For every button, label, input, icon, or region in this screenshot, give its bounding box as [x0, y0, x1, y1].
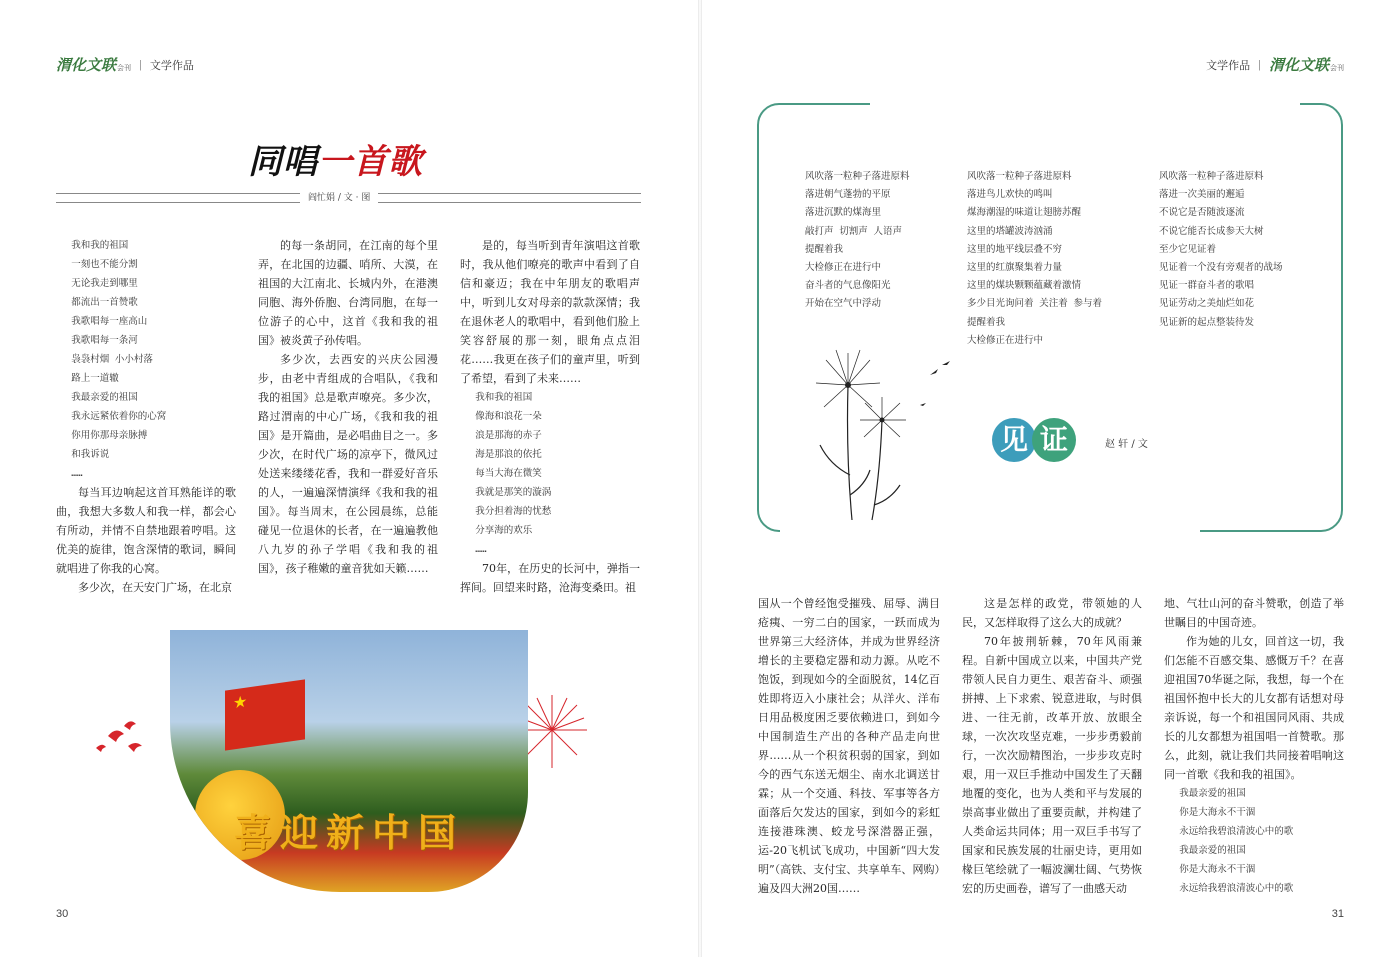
poem-block — [56, 236, 236, 483]
poem-line: 见证着一个没有旁观者的战场 — [1159, 262, 1283, 274]
poem-line: 浪是那海的赤子 — [475, 430, 542, 441]
poem-line: 奋斗者的气息像阳光 — [805, 280, 891, 292]
poem-line: 我最亲爱的祖国 — [1179, 788, 1246, 799]
poem-line: 落进沉默的煤海里 — [805, 207, 882, 219]
poem-line: 这里的煤块颗颗蕴藏着激情 — [967, 280, 1082, 292]
poem-line: 大检修正在进行中 — [805, 262, 882, 274]
paragraph: 多少次，在天安门广场，在北京 — [78, 581, 232, 594]
celebration-photo — [170, 630, 528, 892]
poem-line: 分享海的欢乐 — [475, 525, 533, 536]
byline: 阎忙娟 / 文 · 图 — [300, 190, 378, 203]
poem-line: 都流出一首赞歌 — [71, 297, 138, 308]
poem-line: 路上一道辙 — [71, 373, 119, 384]
poem-line: …… — [71, 468, 83, 479]
poem-line: 见证一群奋斗者的歌唱 — [1159, 280, 1255, 292]
poem-line: 你用你那母亲脉搏 — [71, 430, 148, 441]
poem-line: 至少它见证着 — [1159, 243, 1217, 255]
poem-line: …… — [475, 544, 487, 555]
poem-line: 我和我的祖国 — [71, 240, 129, 251]
column-2 — [962, 594, 1142, 898]
poem-line: 敲打声 切割声 人语声 — [805, 225, 902, 237]
header-right: 文学作品 | 渭化文联会刊 — [1206, 56, 1344, 74]
poem-block — [1164, 784, 1344, 898]
poem-line: 我就是那笑的漩涡 — [475, 487, 552, 498]
page-number-right: 31 — [1331, 908, 1344, 920]
poem-line: 我歌唱每一条河 — [71, 335, 138, 346]
paragraph: 多少次，去西安的兴庆公园漫步，由老中青组成的合唱队，《我和我的祖国》总是歌声嘹亮。多少次，路过渭南的中心广场，《我和我的祖国》是开篇曲，是必唱曲目之一。多少次，在时代广场的凉亭下，微风过处送来缕缕花香，我和一群爱好音乐的人，一遍遍深情演绎《我和我的祖国》。每当周末，在公园晨练，总能碰见一位退休的长者，在一遍遍教他八九岁的孙子学唱《我和我的祖国》，孩子稚嫩的童音犹如天籁…… — [258, 353, 438, 575]
paragraph: 国从一个曾经饱受摧残、屈辱、满目疮痍、一穷二白的国家，一跃而成为世界第三大经济体，并成为世界经济增长的主要稳定器和动力源。从吃不饱饭，到现如今的全面脱贫，14亿百姓即将迈入小康社会；从洋火、洋布日用品极度困乏要依赖进口，到如今中国制造生产出的各种产品走向世界……从一个积贫积弱的国家，到如今的西气东送无烟尘、南水北调送甘霖；从一个交通、科技、军事等各方面落后欠发达的国家，到如今的彩虹连接港珠澳、蛟龙号深潜器正强，运-20飞机试飞成功，中国新“四大发明”（高铁、支付宝、共享单车、网购）遍及四大洲20国…… — [758, 597, 940, 895]
poem-line: 我分担着海的忧愁 — [475, 506, 552, 517]
poem-line: 像海和浪花一朵 — [475, 411, 542, 422]
poem-line: 海是那浪的依托 — [475, 449, 542, 460]
poem-line: 你是大海永不干涸 — [1179, 864, 1256, 875]
magazine-logo: 渭化文联会刊 — [1268, 56, 1344, 74]
poem-line: 无论我走到哪里 — [71, 278, 138, 289]
poem-line: 落进一次美丽的邂逅 — [1159, 189, 1245, 201]
magazine-logo: 渭化文联会刊 — [56, 56, 132, 74]
poem-line: 煤海潮湿的味道让翅膀苏醒 — [967, 207, 1082, 219]
poem-line: 风吹落一粒种子落进原料 — [967, 171, 1072, 182]
poem-line: 一刻也不能分割 — [71, 259, 138, 270]
photo-caption-text: 喜迎新中国 — [233, 811, 464, 855]
poem-line: 风吹落一粒种子落进原料 — [1159, 171, 1264, 182]
poem-line: 见证新的起点整装待发 — [1159, 316, 1255, 328]
paragraph: 每当耳边响起这首耳熟能详的歌曲，我想大多数人和我一样，都会心有所动，并情不自禁地跟着哼唱。这优美的旋律，饱含深情的歌词，瞬间就唱进了你我的心窝。 — [56, 486, 236, 575]
poem-line: 袅袅村烟 小小村落 — [71, 354, 153, 365]
column-2 — [258, 236, 438, 578]
poem-line: 提醒着我 — [805, 243, 844, 255]
frame-gap-top — [870, 100, 1300, 108]
poem-line: 大检修正在进行中 — [967, 334, 1044, 346]
poem-block — [460, 388, 640, 559]
article-title-jianzheng: 见 证 — [992, 418, 1076, 462]
poem-column-2 — [967, 168, 1102, 350]
poem-line: 你是大海永不干涸 — [1179, 807, 1256, 818]
page-number-left: 30 — [56, 908, 69, 920]
poem-column-1 — [805, 168, 910, 314]
poem-line: 开始在空气中浮动 — [805, 298, 882, 310]
poem-column-3 — [1159, 168, 1283, 332]
flag-icon — [225, 679, 305, 750]
poem-line: 见证劳动之美灿烂如花 — [1159, 298, 1255, 310]
paragraph: 作为她的儿女，回首这一切，我们怎能不百感交集、感慨万千？在喜迎祖国70华诞之际，我想，每一个在祖国怀抱中长大的儿女都有话想对母亲诉说，每一个和祖国同风雨、共成长的儿女都想为祖国唱一首赞歌。那么，此刻，就让我们共同接着唱响这同一首歌《我和我的祖国》。 — [1164, 635, 1344, 781]
poem-line: 这里的塔罐波涛汹涌 — [967, 225, 1053, 237]
poem-line: 多少目光询问着 关注着 参与着 — [967, 298, 1102, 310]
poem-line: 落进朝气蓬勃的平原 — [805, 189, 891, 201]
frame-gap-bottom — [780, 524, 1200, 532]
poem-line: 落进鸟儿欢快的鸣叫 — [967, 189, 1053, 201]
column-1 — [56, 236, 236, 597]
poem-line: 提醒着我 — [967, 316, 1006, 328]
poem-line: 永远给我碧浪清波心中的歌 — [1179, 883, 1294, 894]
poem-line: 不说它是否随波逐流 — [1159, 207, 1245, 219]
paragraph: 这是怎样的政党，带领她的人民，又怎样取得了这么大的成就？ — [962, 597, 1142, 629]
paragraph: 地、气壮山河的奋斗赞歌，创造了举世瞩目的中国奇迹。 — [1164, 597, 1344, 629]
paragraph: 的每一条胡同，在江南的每个里弄，在北国的边疆、哨所、大漠，在祖国的大江南北、长城内外，在港澳同胞、海外侨胞、台湾同胞，在每一位游子的心中，这首《我和我的祖国》被炎黄子孙传唱。 — [258, 239, 438, 347]
poem-line: 我最亲爱的祖国 — [71, 392, 138, 403]
right-page — [700, 0, 1400, 957]
paragraph: 70年披荆斩棘，70年风雨兼程。自新中国成立以来，中国共产党带领人民自力更生、艰苦奋斗、顽强拼搏、上下求索、锐意进取，与时俱进、一往无前，改革开放、放眼全球，一次次攻坚克难，一步步勇毅前行，一次次励精图治，一步步攻克时艰，用一双巨手推动中国发生了天翻地覆的变化，也为人类和平与发展的崇高事业做出了重要贡献，并构建了人类命运共同体；用一双巨手书写了国家和民族发展的壮丽史诗，更用如椽巨笔绘就了一幅波澜壮阔、气势恢宏的历史画卷，谱写了一曲感天动 — [962, 635, 1142, 895]
poem-line: 每当大海在微笑 — [475, 468, 542, 479]
doves-icon — [88, 706, 158, 766]
section-label: 文学作品 — [149, 59, 194, 72]
article-title: 同唱一首歌 — [248, 142, 423, 182]
byline: 赵 轩 / 文 — [1105, 439, 1148, 450]
poem-line: 我永远紧依着你的心窝 — [71, 411, 167, 422]
column-1 — [758, 594, 940, 898]
paragraph: 70年，在历史的长河中，弹指一挥间。回望来时路，沧海变桑田。祖 — [460, 562, 640, 594]
poem-line: 不说它能否长成参天大树 — [1159, 225, 1264, 237]
paragraph: 是的，每当听到青年演唱这首歌时，我从他们嘹亮的歌声中看到了自信和豪迈；我在中年朋友的歌唱声中，听到儿女对母亲的款款深情；我在退休老人的歌唱中，看到他们脸上笑容舒展的那一刻，眼角点点泪花……我更在孩子们的童声里，听到了希望，看到了未来…… — [460, 239, 640, 385]
column-3 — [460, 236, 640, 597]
poem-line: 我和我的祖国 — [475, 392, 533, 403]
poem-line: 这里的地平线层叠不穷 — [967, 243, 1063, 255]
column-3 — [1164, 594, 1344, 898]
poem-line: 永远给我碧浪清波心中的歌 — [1179, 826, 1294, 837]
header-left: 渭化文联会刊 | 文学作品 — [56, 56, 194, 74]
poem-line: 我歌唱每一座高山 — [71, 316, 148, 327]
poem-line: 这里的红旗聚集着力量 — [967, 262, 1063, 274]
poem-line: 我最亲爱的祖国 — [1179, 845, 1246, 856]
section-label: 文学作品 — [1206, 59, 1251, 72]
poem-line: 和我诉说 — [71, 449, 110, 460]
poem-line: 风吹落一粒种子落进原料 — [805, 171, 910, 182]
dandelion-icon — [800, 345, 960, 525]
